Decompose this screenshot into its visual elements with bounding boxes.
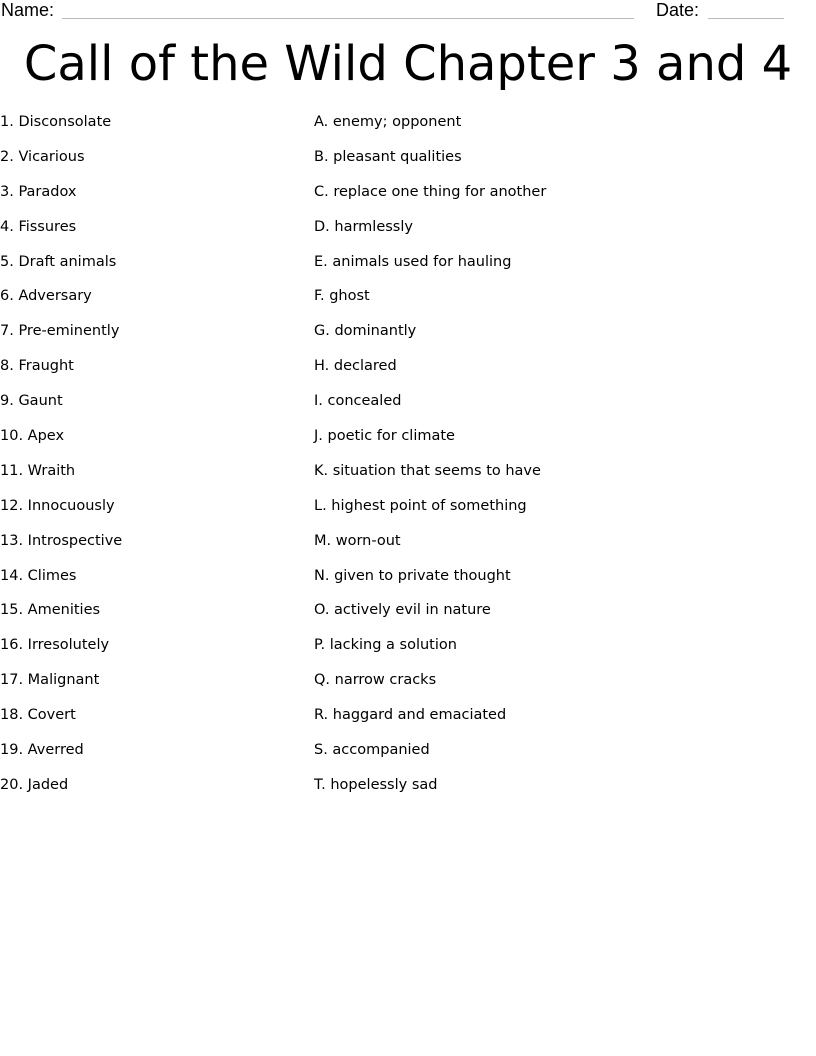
date-label: Date: [656,0,700,20]
term-item: 13. Introspective [0,532,123,549]
term-item: 8. Fraught [0,358,74,375]
term-item: 10. Apex [0,428,65,445]
term-item: 11. Wraith [0,462,76,479]
term-item: 17. Malignant [0,672,100,689]
definition-item: J. poetic for climate [314,428,455,445]
term-item: 15. Amenities [0,602,101,619]
term-item: 14. Climes [0,567,77,584]
date-blank-line [708,18,784,19]
definition-item: H. declared [314,358,397,375]
term-item: 7. Pre-eminently [0,323,120,340]
definition-item: K. situation that seems to have [314,462,541,479]
definition-item: E. animals used for hauling [314,253,512,270]
definition-item: S. accompanied [314,742,430,759]
name-label: Name: [1,0,55,20]
term-item: 6. Adversary [0,288,92,305]
definition-item: T. hopelessly sad [314,776,438,793]
term-item: 20. Jaded [0,776,69,793]
term-item: 2. Vicarious [0,148,85,165]
definition-item: B. pleasant qualities [314,148,462,165]
term-item: 16. Irresolutely [0,637,110,654]
definition-item: F. ghost [314,288,370,305]
definition-item: Q. narrow cracks [314,672,437,689]
name-blank-line [62,18,634,19]
worksheet-header [0,0,816,22]
definition-item: G. dominantly [314,323,417,340]
definition-item: A. enemy; opponent [314,114,462,130]
term-item: 1. Disconsolate [0,114,112,130]
term-item: 18. Covert [0,707,76,724]
definitions-list [314,111,794,809]
definition-item: R. haggard and emaciated [314,707,507,724]
term-item: 5. Draft animals [0,253,117,270]
term-item: 3. Paradox [0,183,77,200]
definition-item: C. replace one thing for another [314,183,547,200]
term-item: 9. Gaunt [0,393,63,410]
page-title: Call of the Wild Chapter 3 and 4 [23,36,793,92]
definition-item: O. actively evil in nature [314,602,491,619]
definition-item: I. concealed [314,393,402,410]
definition-item: D. harmlessly [314,218,413,235]
term-item: 12. Innocuously [0,497,115,514]
term-item: 4. Fissures [0,218,77,235]
term-item: 19. Averred [0,742,84,759]
definition-item: M. worn-out [314,532,401,549]
definition-item: P. lacking a solution [314,637,457,654]
terms-list [0,111,300,809]
definition-item: N. given to private thought [314,567,511,584]
definition-item: L. highest point of something [314,497,527,514]
